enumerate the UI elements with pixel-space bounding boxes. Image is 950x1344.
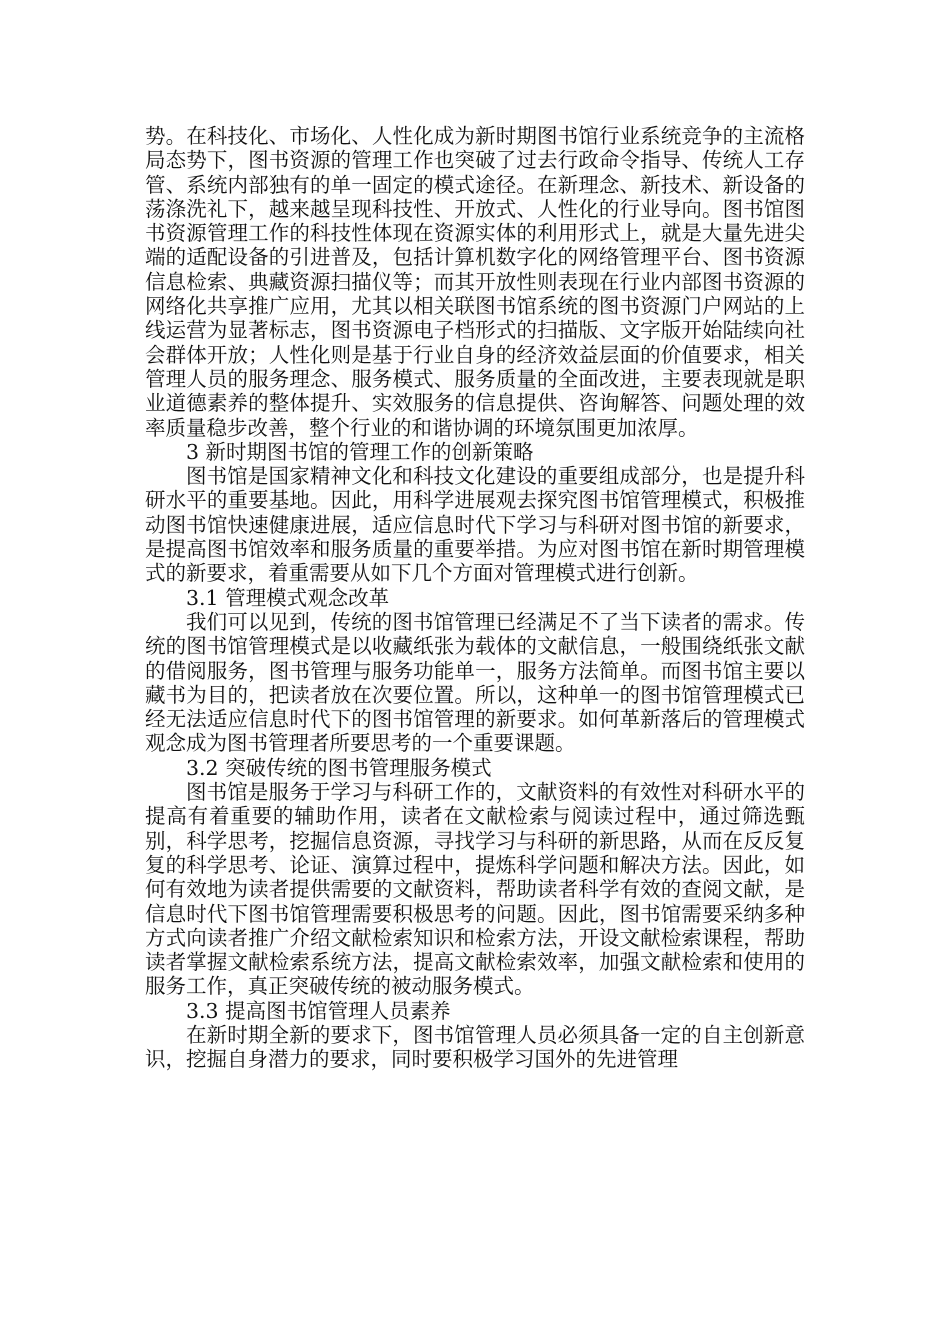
paragraph-section-3-3: 在新时期全新的要求下，图书馆管理人员必须具备一定的自主创新意识，挖掘自身潜力的要求，同时要积极学习国外的先进管理	[145, 1022, 805, 1072]
document-body	[145, 124, 805, 1072]
paragraph-section-3-1: 我们可以见到，传统的图书馆管理已经满足不了当下读者的需求。传统的图书馆管理模式是以收藏纸张为载体的文献信息，一般围绕纸张文献的借阅服务，图书管理与服务功能单一，服务方法简单。而图书馆主要以藏书为目的，把读者放在次要位置。所以，这种单一的图书馆管理模式已经无法适应信息时代下的图书馆管理的新要求。如何革新落后的管理模式观念成为图书管理者所要思考的一个重要课题。	[145, 609, 805, 756]
subsection-heading-3-3: 3.3 提高图书馆管理人员素养	[186, 998, 451, 1023]
section-heading-3: 3 新时期图书馆的管理工作的创新策略	[186, 439, 534, 464]
subsection-heading-3-1: 3.1 管理模式观念改革	[186, 585, 390, 610]
paragraph-section-3-intro: 图书馆是国家精神文化和科技文化建设的重要组成部分，也是提升科研水平的重要基地。因此，用科学进展观去探究图书馆管理模式，积极推动图书馆快速健康进展，适应信息时代下学习与科研对图书馆的新要求，是提高图书馆效率和服务质量的重要举措。为应对图书馆在新时期管理模式的新要求，着重需要从如下几个方面对管理模式进行创新。	[145, 464, 805, 586]
subsection-heading-3-2: 3.2 突破传统的图书管理服务模式	[186, 755, 492, 780]
paragraph-continuation: 势。在科技化、市场化、人性化成为新时期图书馆行业系统竞争的主流格局态势下，图书资源的管理工作也突破了过去行政命令指导、传统人工存管、系统内部独有的单一固定的模式途径。在新理念、新技术、新设备的荡涤洗礼下，越来越呈现科技性、开放式、人性化的行业导向。图书馆图书资源管理工作的科技性体现在资源实体的利用形式上，就是大量先进尖端的适配设备的引进普及，包括计算机数字化的网络管理平台、图书资源信息检索、典藏资源扫描仪等；而其开放性则表现在行业内部图书资源的网络化共享推广应用，尤其以相关联图书馆系统的图书资源门户网站的上线运营为显著标志，图书资源电子档形式的扫描版、文字版开始陆续向社会群体开放；人性化则是基于行业自身的经济效益层面的价值要求，相关管理人员的服务理念、服务模式、服务质量的全面改进，主要表现就是职业道德素养的整体提升、实效服务的信息提供、咨询解答、问题处理的效率质量稳步改善，整个行业的和谐协调的环境氛围更加浓厚。	[145, 124, 805, 440]
paragraph-section-3-2: 图书馆是服务于学习与科研工作的，文献资料的有效性对科研水平的提高有着重要的辅助作用，读者在文献检索与阅读过程中，通过筛选甄别，科学思考，挖掘信息资源，寻找学习与科研的新思路，从而在反反复复的科学思考、论证、演算过程中，提炼科学问题和解决方法。因此，如何有效地为读者提供需要的文献资料，帮助读者科学有效的查阅文献，是信息时代下图书馆管理需要积极思考的问题。因此，图书馆需要采纳多种方式向读者推广介绍文献检索知识和检索方法，开设文献检索课程，帮助读者掌握文献检索系统方法，提高文献检索效率，加强文献检索和使用的服务工作，真正突破传统的被动服务模式。	[145, 780, 805, 999]
